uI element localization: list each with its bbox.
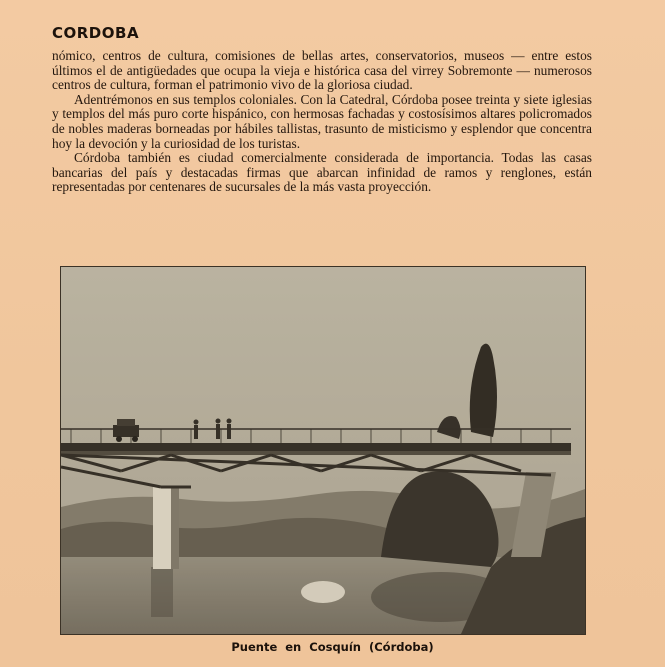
- paragraph-1: nómico, centros de cultura, comisiones de bellas artes, conservatorios, museos — entre estos últimos el de antigüedades que ocupa la vieja e histórica casa del virrey Sobremonte — numerosos centros de cultura, forman el patrimonio vivo de la gloriosa ciudad.: [52, 48, 592, 93]
- photo-caption: Puente en Cosquín (Córdoba): [231, 640, 434, 654]
- article-body: [52, 49, 592, 195]
- paragraph-2: Adentrémonos en sus templos coloniales. Con la Catedral, Córdoba posee treinta y siete iglesias y templos del más puro corte hispánico, con hermosas fachadas y costosísimos altares policromados de nobles maderas borneadas por hábiles tallistas, trasunto de misticismo y esplendor que concentra hoy la devoción y la curiosidad de los turistas.: [52, 91, 592, 151]
- bridge-photo-illustration: [61, 267, 585, 634]
- page-header-title: CORDOBA: [52, 24, 140, 42]
- sepia-tint: [61, 267, 585, 634]
- paragraph-3: Córdoba también es ciudad comercialmente considerada de importancia. Todas las casas bancarias del país y destacadas firmas que abarcan infinidad de ramos y renglones, están representadas por centenares de sucursales de la más vasta proyección.: [52, 150, 592, 195]
- bridge-photograph: [60, 266, 586, 635]
